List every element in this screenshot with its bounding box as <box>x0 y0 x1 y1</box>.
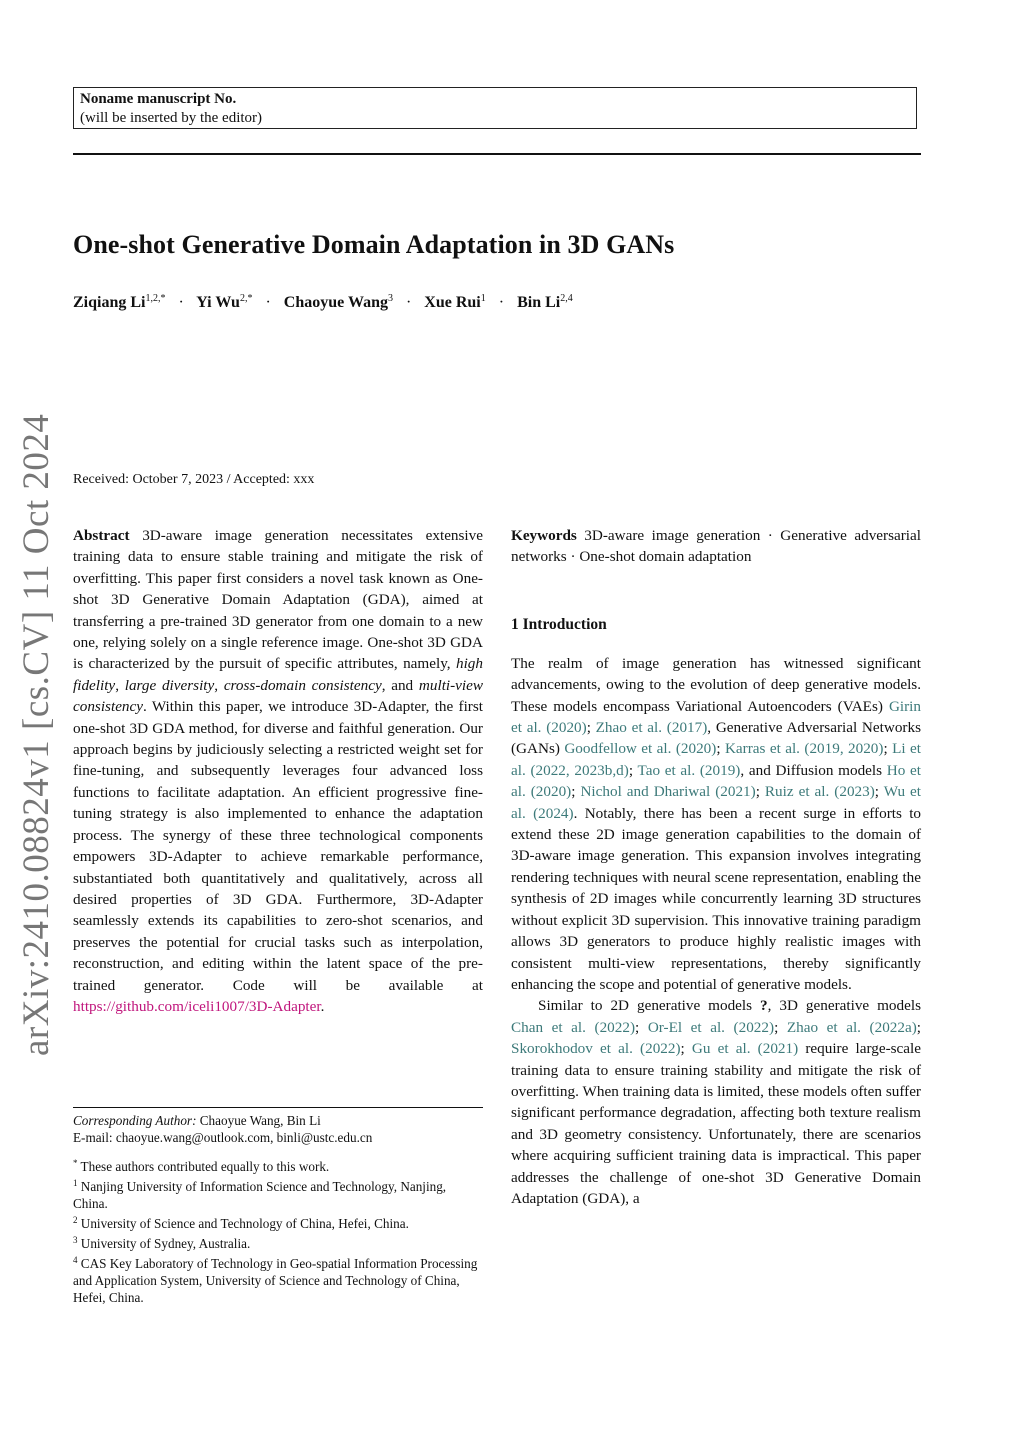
citation-link[interactable]: Zhao et al. (2017) <box>595 719 708 737</box>
citation-link[interactable]: Skorokhodov et al. (2022) <box>511 1040 681 1058</box>
keywords-paragraph <box>511 525 921 568</box>
footnote-text: University of Science and Technology of China, Hefei, China. <box>77 1216 409 1231</box>
code-link[interactable]: https://github.com/iceli1007/3D-Adapter <box>73 997 321 1015</box>
missing-citation-mark: ? <box>760 997 768 1015</box>
citation-link[interactable]: Tao et al. (2019) <box>637 761 741 779</box>
author-list <box>73 293 573 312</box>
author-name: Ziqiang Li <box>73 294 146 311</box>
abstract-text: . Within this paper, we introduce 3D-Adapter, the first one-shot 3D GDA method, for diverse and faithful generation. Our approach begins by judiciously selecting a restricted weight set for fine-tuning, and subsequently leverages four advanced loss functions to facilitate adaptation. An efficient progressive fine-tuning strategy is also implemented to enhance the adaptation process. The synergy of these three technological components empowers 3D-Adapter to achieve remarkable performance, substantiated both quantitatively and qualitatively, across all desired properties of 3D GDA. Furthermore, 3D-Adapter seamlessly extends its capabilities to zero-shot scenarios, and preserves the potential for crucial tasks such as interpolation, reconstruction, and editing within the latent space of the pre-trained generator. Code will be available at <box>73 698 483 994</box>
abstract-emphasis: cross-domain consistency <box>223 676 382 694</box>
footnote-item <box>73 1155 483 1175</box>
email-line: E-mail: chaoyue.wang@outlook.com, binli@ustc.edu.cn <box>73 1130 373 1145</box>
intro-text: ; <box>916 1018 922 1036</box>
right-column <box>511 525 921 1209</box>
abstract-heading: Abstract <box>73 527 130 544</box>
keywords-heading: Keywords <box>511 527 577 544</box>
footnote-rule <box>73 1107 483 1108</box>
author-name: Bin Li <box>517 294 561 311</box>
corresponding-names: Chaoyue Wang, Bin Li <box>196 1113 321 1128</box>
corresponding-author <box>73 1112 483 1129</box>
section-heading-introduction: 1 Introduction <box>511 615 607 633</box>
footnote-mark: 4 <box>73 1255 78 1265</box>
citation-link[interactable]: Gu et al. (2021) <box>691 1040 799 1058</box>
citation-link[interactable]: Li et al. (2022, 2023b,d) <box>511 740 921 779</box>
paper-title: One-shot Generative Domain Adaptation in 3D GANs <box>73 230 675 259</box>
intro-text: ; <box>628 761 638 779</box>
citation-link[interactable]: Girin et al. (2020) <box>511 697 921 737</box>
intro-text: ; <box>874 783 884 801</box>
abstract-column <box>73 525 483 1017</box>
author-affiliation: 1 <box>480 293 486 304</box>
footnote-item <box>73 1232 483 1252</box>
footnote-mark: 3 <box>73 1235 78 1245</box>
intro-text: ; <box>680 1040 692 1058</box>
author-separator: · <box>498 294 505 311</box>
abstract-text: , <box>214 676 224 694</box>
citation-link[interactable]: Chan et al. (2022) <box>511 1018 636 1036</box>
intro-text: ; <box>635 1018 648 1036</box>
citation-link[interactable]: Ho et al. (2020) <box>511 761 921 801</box>
intro-text: Similar to 2D generative models <box>538 997 761 1015</box>
abstract-emphasis: high fidelity <box>73 655 483 694</box>
abstract-text: , and <box>381 676 419 694</box>
intro-text: , and Diffusion models <box>740 761 887 779</box>
author-affiliation: 3 <box>387 293 393 304</box>
manuscript-number-label: Noname manuscript No. <box>80 91 237 107</box>
footnote-item <box>73 1175 483 1212</box>
footnote-mark: * <box>73 1158 78 1168</box>
citation-link[interactable]: Wu et al. (2024) <box>511 783 921 822</box>
editor-note: (will be inserted by the editor) <box>80 110 263 126</box>
intro-text: ; <box>755 783 765 801</box>
footnotes <box>73 1112 483 1306</box>
intro-text: ; <box>883 740 893 758</box>
intro-text: , Generative Adversarial Networks (GANs) <box>511 719 921 758</box>
footnote-text: University of Sydney, Australia. <box>77 1236 251 1251</box>
author-name: Yi Wu <box>196 294 240 311</box>
author-affiliation: 2,4 <box>560 293 573 304</box>
manuscript-box <box>73 87 917 129</box>
received-date: Received: October 7, 2023 / Accepted: xxx <box>73 472 315 487</box>
intro-text: require large-scale training data to ensure training stability and mitigate the risk of overfitting. When training data is limited, these models often suffer significant performance degradation, affecting both texture realism and 3D geometry consistency. Unfortunately, there are scenarios where acquiring sufficient training data is impractical. This paper addresses the challenge of one-shot 3D Generative Domain Adaptation (GDA), a <box>511 1040 921 1207</box>
abstract-emphasis: large diversity <box>124 676 215 694</box>
author-affiliation: 2,* <box>239 293 253 304</box>
author-separator: · <box>405 294 412 311</box>
arxiv-stamp: arXiv:2410.08824v1 [cs.CV] 11 Oct 2024 <box>16 413 57 1056</box>
intro-text: The realm of image generation has witnessed significant advancements, owing to the evolution of deep generative models. These models encompass Variational Autoencoders (VAEs) <box>511 654 921 715</box>
header-rule <box>73 153 921 155</box>
footnote-text: These authors contributed equally to this work. <box>77 1159 330 1174</box>
intro-text: ; <box>586 719 596 737</box>
intro-text: . Notably, there has been a recent surge in efforts to extend these 2D image generation capabilities to the domain of 3D-aware image generation. This expansion involves integrating rendering techniques with neural scene representation, enabling the synthesis of 2D images while concurrently learning 3D structures without explicit 3D supervision. This innovative training paradigm allows 3D generators to produce highly realistic images with consistent multi-view representations, thereby significantly enhancing the scope and potential of generative models. <box>511 804 922 993</box>
footnote-text: CAS Key Laboratory of Technology in Geo-spatial Information Processing and Application System, University of Science and Technology of China, Hefei, China. <box>73 1256 478 1305</box>
footnote-mark: 1 <box>73 1178 78 1188</box>
abstract-text: 3D-aware image generation necessitates extensive training data to ensure stable training and mitigate the risk of overfitting. This paper first considers a novel task known as One-shot 3D Generative Domain Adaptation (GDA), aimed at transferring a pre-trained 3D generator from one domain to a new one, relying solely on a single reference image. One-shot 3D GDA is characterized by the pursuit of specific attributes, namely, <box>73 527 483 673</box>
footnote-mark: 2 <box>73 1215 78 1225</box>
citation-link[interactable]: Karras et al. (2019, 2020) <box>724 740 884 758</box>
intro-paragraph-2 <box>511 995 921 1209</box>
citation-link[interactable]: Zhao et al. (2022a) <box>786 1018 917 1036</box>
keywords-text: 3D-aware image generation · Generative adversarial networks · One-shot domain adaptation <box>511 527 921 566</box>
abstract-emphasis: multi-view consistency <box>73 676 484 716</box>
citation-link[interactable]: Nichol and Dhariwal (2021) <box>580 783 756 801</box>
author-separator: · <box>178 294 184 311</box>
intro-text: ; <box>571 783 581 801</box>
intro-text: ; <box>774 1018 787 1036</box>
author-name: Chaoyue Wang <box>283 294 388 311</box>
footnote-item <box>73 1252 483 1306</box>
citation-link[interactable]: Goodfellow et al. (2020) <box>564 740 717 758</box>
author-name: Xue Rui <box>424 294 481 311</box>
author-affiliation: 1,2,* <box>145 293 166 304</box>
abstract-text: . <box>320 997 325 1015</box>
footnote-item <box>73 1212 483 1232</box>
citation-link[interactable]: Or-El et al. (2022) <box>647 1018 775 1036</box>
corresponding-label: Corresponding Author: <box>73 1113 197 1128</box>
intro-text: ; <box>716 740 725 758</box>
abstract-text: , <box>115 676 125 694</box>
author-separator: · <box>265 294 271 311</box>
intro-text: , 3D generative models <box>767 997 921 1015</box>
intro-paragraph-1 <box>511 653 921 996</box>
abstract-paragraph <box>73 525 483 1017</box>
footnote-text: Nanjing University of Information Science and Technology, Nanjing, China. <box>73 1179 447 1211</box>
citation-link[interactable]: Ruiz et al. (2023) <box>764 783 875 801</box>
